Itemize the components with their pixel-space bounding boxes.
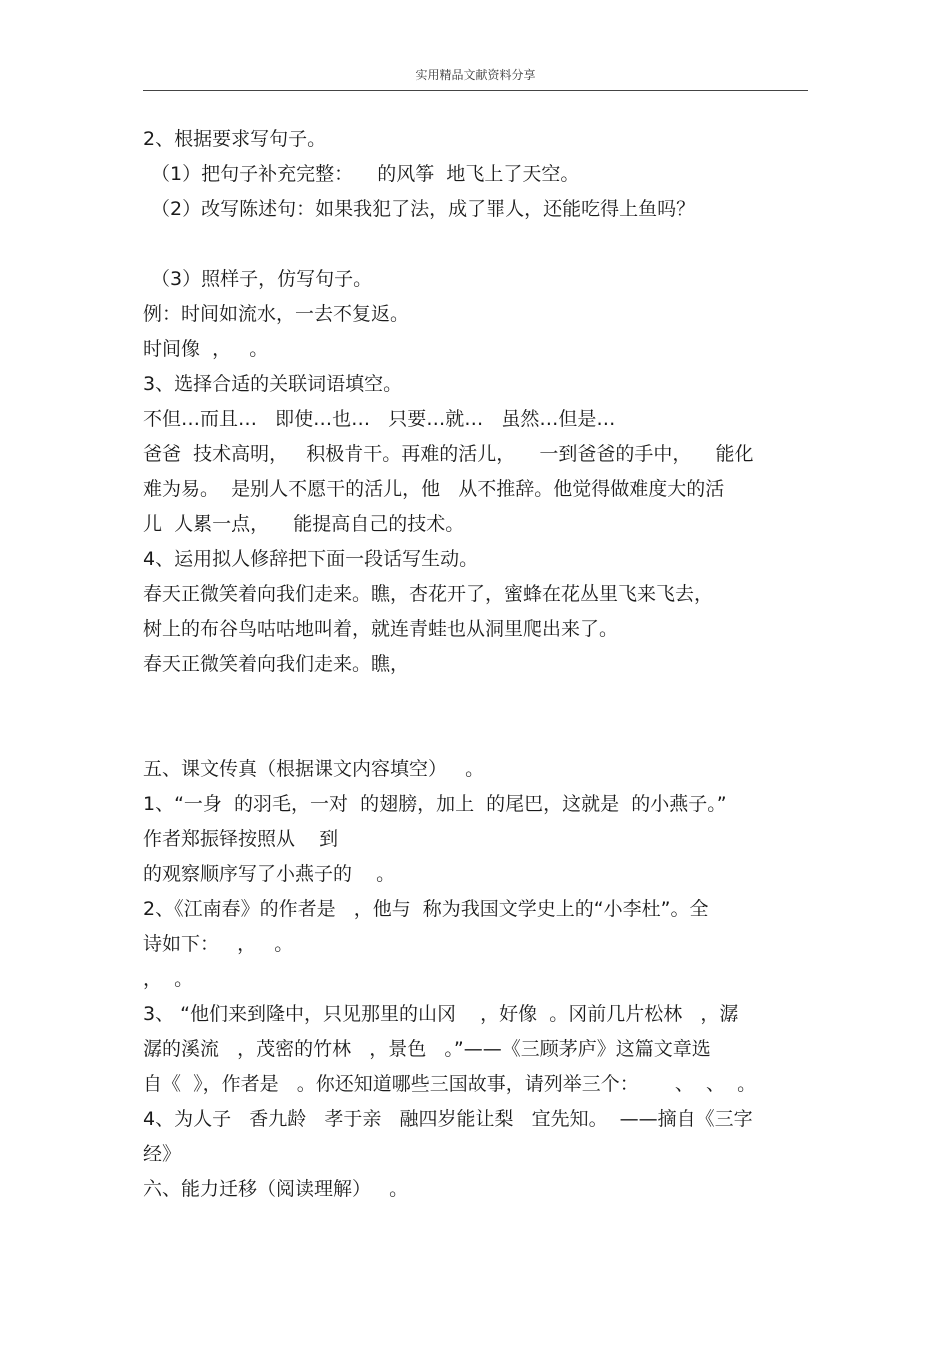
document-body — [143, 122, 813, 1207]
section-6-heading: 六、能力迁移（阅读理解） 。 — [143, 1178, 409, 1200]
question-3-text-line: 难为易。 是别人不愿干的活儿，他 从不推辞。他觉得做难度大的活 — [143, 478, 725, 500]
section-5-q4: 4、为人子 香九龄 孝于亲 融四岁能让梨 宜先知。 ——摘自《三字 — [143, 1108, 753, 1130]
section-5-q3: 3、 “他们来到隆中，只见那里的山冈 ，好像 。冈前几片松林 ，潺 — [143, 1003, 739, 1025]
question-3-text-line: 儿 人累一点， 能提高自己的技术。 — [143, 513, 465, 535]
question-2-1: （1）把句子补充完整： 的风筝 地飞上了天空。 — [151, 163, 580, 185]
header-divider — [143, 90, 808, 91]
question-4-text-line: 春天正微笑着向我们走来。瞧，杏花开了，蜜蜂在花丛里飞来飞去， — [143, 583, 714, 605]
section-5-q2: 2、《江南春》的作者是 ，他与 称为我国文学史上的“小李杜”。全 — [143, 898, 709, 920]
section-5-q1-line: 的观察顺序写了小燕子的 。 — [143, 863, 396, 885]
section-5-q1: 1、“一身 的羽毛，一对 的翅膀，加上 的尾巴，这就是 的小燕子。” — [143, 793, 727, 815]
page-header: 实用精品文献资料分享 — [415, 68, 536, 82]
question-3-text-line: 爸爸 技术高明， 积极肯干。再难的活儿， 一到爸爸的手中， 能化 — [143, 443, 754, 465]
section-5-q2-line: ， 。 — [143, 968, 194, 990]
blank-space — [143, 682, 813, 752]
section-5-q3-line: 自《 》，作者是 。你还知道哪些三国故事，请列举三个： 、 、 。 — [143, 1073, 757, 1095]
section-5-heading: 五、课文传真（根据课文内容填空） 。 — [143, 758, 485, 780]
question-3-heading: 3、选择合适的关联词语填空。 — [143, 373, 403, 395]
example-sentence: 例：时间如流水，一去不复返。 — [143, 303, 410, 325]
question-2-3: （3）照样子，仿写句子。 — [151, 268, 373, 290]
question-4-heading: 4、运用拟人修辞把下面一段话写生动。 — [143, 548, 479, 570]
section-5-q4-line: 经》 — [143, 1143, 182, 1165]
question-4-answer-start: 春天正微笑着向我们走来。瞧， — [143, 653, 410, 675]
conjunction-options: 不但…而且… 即使…也… 只要…就… 虽然…但是… — [143, 408, 616, 430]
section-5-q3-line: 潺的溪流 ，茂密的竹林 ，景色 。”——《三顾茅庐》这篇文章选 — [143, 1038, 711, 1060]
fill-sentence: 时间像 ， 。 — [143, 338, 269, 360]
section-5-q1-line: 作者郑振铎按照从 到 — [143, 828, 339, 850]
question-2-2: （2）改写陈述句：如果我犯了法，成了罪人，还能吃得上鱼吗？ — [151, 198, 696, 220]
question-4-text-line: 树上的布谷鸟咕咕地叫着，就连青蛙也从洞里爬出来了。 — [143, 618, 619, 640]
blank-line — [143, 227, 813, 262]
question-2-heading: 2、根据要求写句子。 — [143, 128, 327, 150]
section-5-q2-line: 诗如下： ， 。 — [143, 933, 294, 955]
